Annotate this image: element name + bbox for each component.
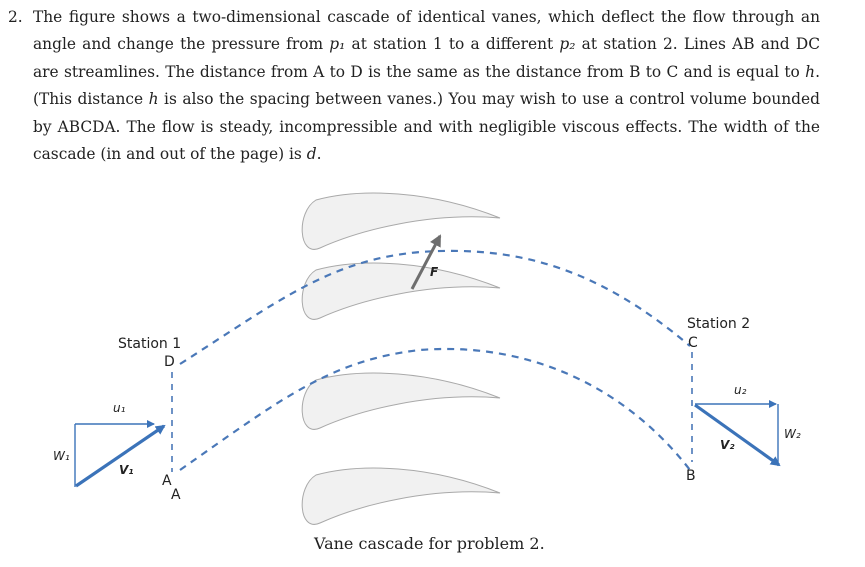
vane-2 (302, 263, 500, 319)
problem-text-1: The figure shows a two-dimensional cascade of identical vanes, which deflect the flow through an angle and change the pressure from (33, 8, 820, 54)
w1-label: W₁ (53, 449, 70, 463)
problem-text-5: is also the spacing between vanes.) You may wish to use a control volume bounded by ABCDA. The flow is steady, incompressible and with negligible viscous effects. The width of the cascade (in and out of the page) is (33, 90, 820, 164)
problem-text-2: at station 1 to a different (345, 35, 560, 54)
figure-caption: Vane cascade for problem 2. (314, 534, 545, 553)
symbol-p1: p₁ (329, 35, 346, 54)
v2-vector (695, 405, 779, 465)
point-d-label: D (164, 354, 175, 370)
vane-4 (302, 468, 500, 524)
w2-label: W₂ (784, 427, 801, 441)
problem-number: 2. (8, 8, 23, 26)
vane-1 (302, 193, 500, 249)
symbol-h: h (805, 62, 816, 81)
v2-label: V₂ (720, 438, 735, 452)
station-2-label: Station 2 (687, 316, 751, 332)
point-a-label-upper: A (162, 473, 172, 489)
point-a-label-lower: A (171, 487, 181, 503)
problem-text-6: . (316, 145, 322, 164)
vane-3 (302, 373, 500, 429)
u1-label: u₁ (113, 401, 126, 415)
symbol-h-2: h (148, 90, 159, 109)
u2-label: u₂ (734, 383, 747, 397)
symbol-p2: p₂ (559, 35, 576, 54)
station-1-label: Station 1 (118, 336, 182, 352)
streamline-lower-ab (180, 349, 690, 470)
problem-text-4: . (This distance (33, 62, 820, 109)
problem-text-3: at station 2. Lines AB and DC are streamlines. The distance from A to D is the same as the distance from B to C and is equal to (33, 35, 820, 81)
force-label: F (430, 265, 439, 279)
v1-label: V₁ (119, 463, 134, 477)
point-c-label: C (688, 335, 698, 351)
point-b-label: B (686, 468, 696, 484)
v1-vector (76, 426, 164, 486)
symbol-d: d (306, 145, 317, 164)
